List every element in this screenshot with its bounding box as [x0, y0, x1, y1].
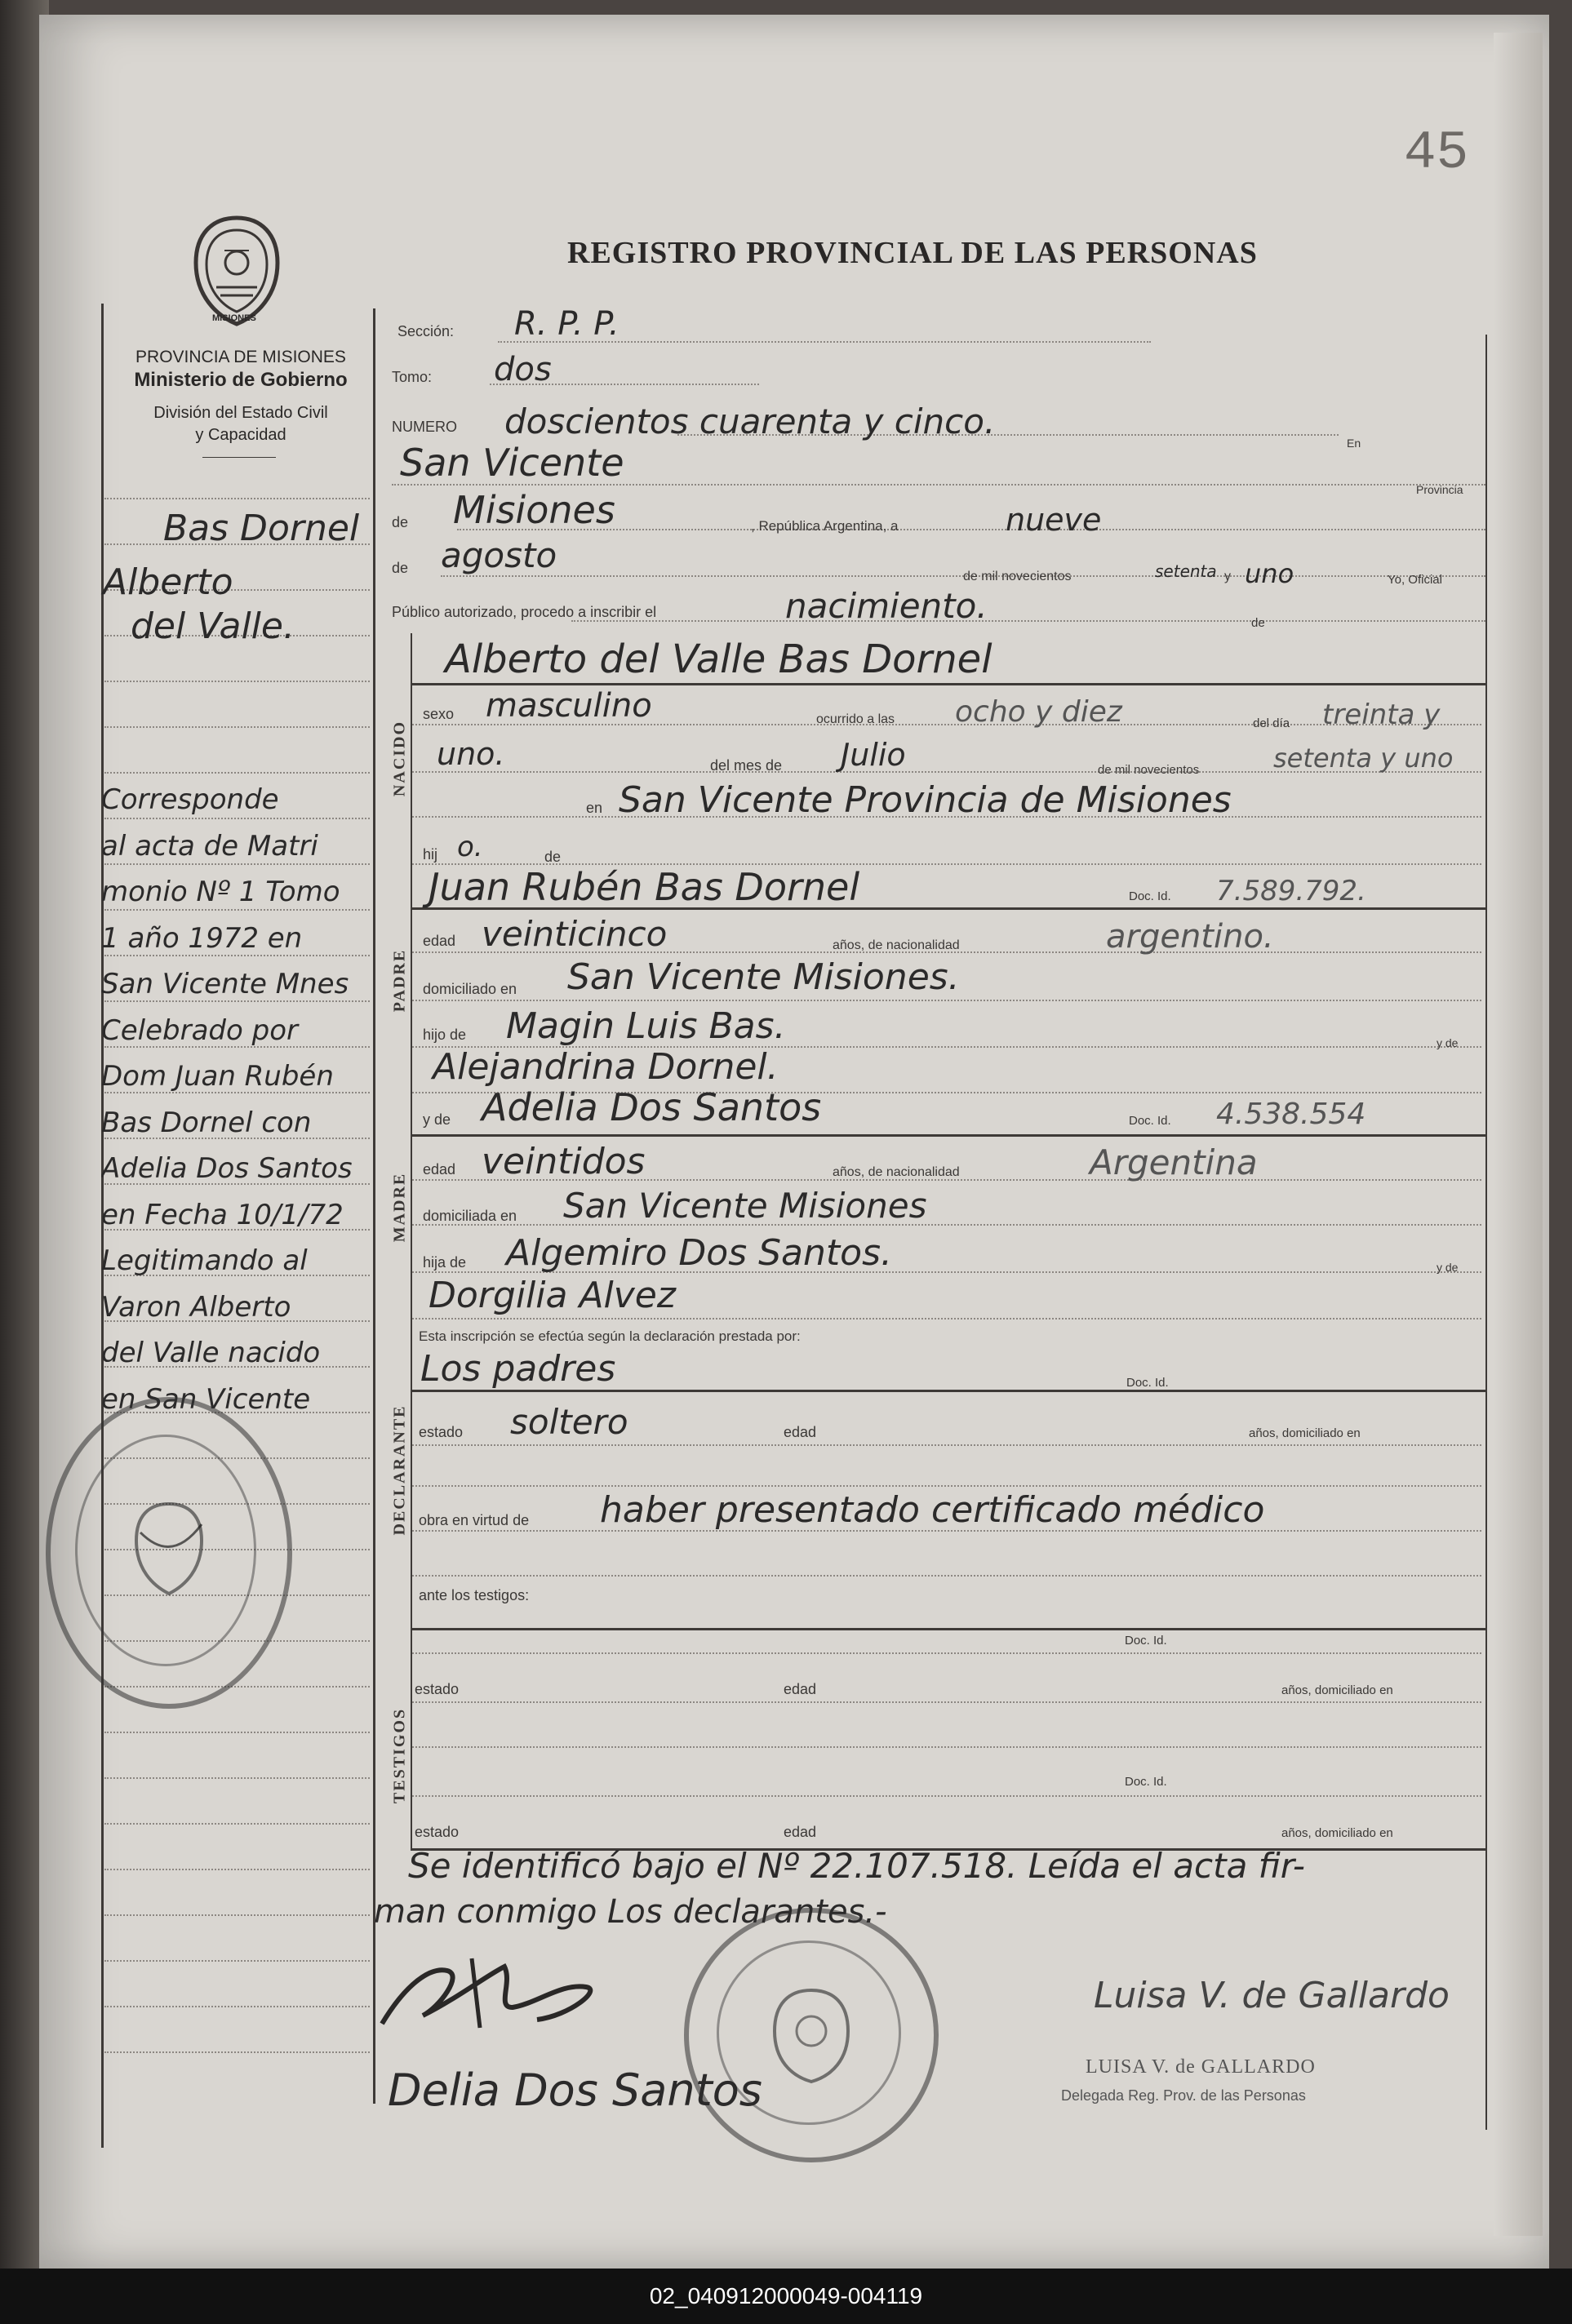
label-sexo: sexo: [423, 706, 455, 722]
label-en-2: en: [586, 800, 603, 816]
document-title: REGISTRO PROVINCIAL DE LAS PERSONAS: [567, 236, 1258, 270]
office-line-3: División del Estado Civil: [153, 404, 328, 422]
margin-rule: [104, 1000, 370, 1002]
label-de: de: [392, 514, 409, 530]
office-line-4: y Capacidad: [195, 426, 286, 444]
form-field-line: [412, 1444, 1481, 1446]
margin-annotation-line: Dom Juan Rubén: [101, 1060, 334, 1093]
margin-rule: [104, 909, 370, 911]
label-edad-testigo1: edad: [784, 1681, 817, 1697]
label-republica: , República Argentina, a: [751, 518, 899, 534]
label-y-de-madre: y de: [423, 1111, 451, 1128]
form-field-line: [412, 1795, 1481, 1797]
label-edad-testigo2: edad: [784, 1824, 817, 1840]
label-nac-madre: años, de nacionalidad: [833, 1165, 960, 1179]
margin-rule: [104, 1914, 370, 1916]
value-lugar-nac: San Vicente Provincia de Misiones: [619, 779, 1232, 821]
value-hora: ocho y diez: [955, 695, 1122, 729]
value-seccion: R. P. P.: [514, 305, 619, 343]
form-field-line: [412, 1485, 1481, 1487]
label-dom-madre: domiciliada en: [423, 1208, 517, 1224]
label-del-dia: del día: [1253, 716, 1290, 730]
value-madre-doc: 4.538.554: [1216, 1098, 1366, 1131]
value-nota: Se identificó bajo el Nº 22.107.518. Leída el acta fir-: [408, 1846, 1305, 1886]
margin-rule: [104, 818, 370, 819]
office-line-2: Ministerio de Gobierno: [134, 369, 348, 391]
stamp-emblem-icon: [770, 1986, 852, 2084]
value-madre-nac: Argentina: [1090, 1142, 1258, 1182]
value-dia: nueve: [1006, 502, 1102, 538]
label-hijo-de-padre: hijo de: [423, 1027, 467, 1043]
margin-annotation-line: Bas Dornel con: [101, 1106, 312, 1139]
label-hijo: hij: [423, 846, 438, 863]
registrar-name: LUISA V. de GALLARDO: [1086, 2056, 1316, 2078]
margin-rule: [104, 2051, 370, 2053]
margin-rule: [104, 1732, 370, 1733]
office-line-1: PROVINCIA DE MISIONES: [135, 348, 346, 366]
label-ocurrido: ocurrido a las: [816, 712, 895, 726]
value-anio-nac: setenta y uno: [1273, 743, 1454, 774]
value-madre-edad: veintidos: [482, 1141, 646, 1182]
value-lugar: San Vicente: [400, 441, 624, 485]
value-provincia: Misiones: [453, 488, 615, 532]
seal-label: MISIONES: [212, 313, 256, 323]
value-padre-doc: 7.589.792.: [1216, 875, 1366, 907]
value-padre-edad: veinticinco: [482, 914, 668, 954]
margin-rule: [104, 1869, 370, 1870]
label-testigos: ante los testigos:: [419, 1587, 530, 1603]
label-yde-madre: y de: [1437, 1261, 1459, 1274]
rule-madre-top: [411, 1134, 1485, 1137]
value-nota-2: man conmigo Los declarantes.-: [374, 1893, 887, 1931]
label-edad-declarante: edad: [784, 1424, 817, 1440]
label-yde-padre: y de: [1437, 1036, 1459, 1049]
label-doc-madre: Doc. Id.: [1129, 1114, 1171, 1128]
file-id: 02_040912000049-004119: [0, 2269, 1572, 2324]
value-mes: agosto: [441, 535, 557, 575]
value-acto: nacimiento.: [785, 586, 988, 626]
signature-father-icon: [374, 1950, 619, 2040]
registry-stamp-center: [684, 1908, 939, 2162]
label-de-2: de: [392, 560, 409, 576]
provincial-seal: [184, 214, 290, 328]
label-anios-testigo2: años, domiciliado en: [1281, 1826, 1393, 1840]
margin-rule: [104, 726, 370, 728]
label-de-mil-2: de mil novecientos: [1098, 763, 1200, 777]
margin-rule: [104, 955, 370, 956]
value-madre-hija-de-2: Dorgilia Alvez: [429, 1275, 676, 1316]
margin-rule: [104, 1823, 370, 1825]
margin-name-3: del Valle.: [131, 605, 295, 647]
form-field-line: [571, 620, 1485, 622]
value-dia-nac-a: treinta y: [1322, 699, 1441, 731]
label-nac-padre: años, de nacionalidad: [833, 938, 960, 952]
margin-rule: [104, 681, 370, 682]
value-sexo: masculino: [486, 687, 652, 725]
label-tomo: Tomo:: [392, 369, 433, 385]
margin-annotation-line: en San Vicente: [101, 1382, 311, 1416]
label-en: En: [1347, 437, 1361, 450]
label-doc-testigo2: Doc. Id.: [1125, 1775, 1167, 1789]
form-field-line: [412, 1000, 1481, 1001]
margin-annotation-line: al acta de Matri: [101, 829, 318, 863]
section-label-padre: PADRE: [390, 948, 409, 1013]
label-edad-padre: edad: [423, 933, 456, 949]
margin-rule: [104, 1777, 370, 1779]
margin-rule: [104, 2006, 370, 2007]
label-edad-madre: edad: [423, 1161, 456, 1178]
value-madre-nombre: Adelia Dos Santos: [482, 1085, 822, 1129]
label-hija-de-madre: hija de: [423, 1254, 467, 1271]
value-declarante: Los padres: [420, 1348, 616, 1390]
margin-name-1: Bas Dornel: [163, 508, 360, 549]
label-oficial: Yo, Oficial: [1388, 573, 1442, 587]
label-obra: obra en virtud de: [419, 1512, 530, 1528]
value-dia-nac-b: uno.: [437, 736, 505, 772]
margin-annotation-line: monio Nº 1 Tomo: [101, 876, 340, 908]
form-field-line: [412, 1575, 1481, 1577]
page-number: 45: [1404, 122, 1469, 184]
value-madre-dom: San Vicente Misiones: [563, 1186, 927, 1226]
signature-mother: Delia Dos Santos: [388, 2065, 762, 2116]
margin-annotation-line: Corresponde: [101, 783, 279, 816]
value-tomo: dos: [494, 351, 552, 388]
value-anio-b: uno: [1245, 558, 1294, 589]
label-estado-testigo2: estado: [415, 1824, 460, 1840]
seal-icon: [184, 214, 290, 328]
office-divider: [202, 457, 276, 458]
value-nombre: Alberto del Valle Bas Dornel: [445, 636, 992, 682]
label-publico: Público autorizado, procedo a inscribir el: [392, 604, 657, 620]
form-field-line: [412, 1652, 1481, 1654]
value-padre-hijo-de-2: Alejandrina Dornel.: [433, 1046, 779, 1088]
value-anio-a: setenta: [1155, 561, 1217, 581]
value-padre-dom: San Vicente Misiones.: [567, 956, 960, 998]
signature-registrar: Luisa V. de Gallardo: [1094, 1975, 1450, 2016]
value-padre-nac: argentino.: [1106, 918, 1274, 956]
label-dom-padre: domiciliado en: [423, 981, 517, 997]
label-de-mil: de mil novecientos: [963, 570, 1072, 583]
margin-annotation-line: Legitimando al: [101, 1244, 308, 1277]
margin-annotation-line: Celebrado por: [101, 1013, 298, 1047]
margin-name-2: Alberto: [103, 561, 233, 603]
label-del-mes: del mes de: [710, 757, 783, 774]
value-padre-nombre: Juan Rubén Bas Dornel: [429, 865, 860, 909]
value-madre-hija-de: Algemiro Dos Santos.: [506, 1232, 892, 1274]
registrar-title: Delegada Reg. Prov. de las Personas: [1061, 2087, 1306, 2104]
margin-rule: [104, 863, 370, 865]
margin-annotation-line: en Fecha 10/1/72: [101, 1198, 344, 1231]
label-anios-declarante: años, domiciliado en: [1249, 1426, 1361, 1440]
form-field-line: [412, 1318, 1481, 1319]
section-label-madre: MADRE: [390, 1172, 409, 1243]
label-seccion: Sección:: [397, 323, 455, 339]
registry-stamp-left: [46, 1397, 292, 1709]
value-numero: doscientos cuarenta y cinco.: [504, 401, 996, 441]
margin-annotation-line: Varon Alberto: [101, 1290, 291, 1324]
value-obra: haber presentado certificado médico: [600, 1489, 1265, 1531]
page-edge: [1494, 33, 1543, 2236]
rule-nacido-top: [411, 683, 1485, 685]
margin-rule: [104, 1960, 370, 1962]
margin-annotation-line: del Valle nacido: [101, 1337, 321, 1369]
label-anios-testigo1: años, domiciliado en: [1281, 1683, 1393, 1697]
form-field-line: [412, 1746, 1481, 1748]
form-field-line: [412, 1701, 1481, 1703]
value-declarante-estado: soltero: [510, 1402, 628, 1442]
stamp-emblem-icon: [132, 1500, 206, 1598]
label-doc-declarante: Doc. Id.: [1126, 1376, 1169, 1390]
section-label-testigos: TESTIGOS: [390, 1707, 409, 1804]
label-estado-declarante: estado: [419, 1424, 464, 1440]
rule-testigos-top: [411, 1628, 1485, 1630]
label-de-3: de: [1251, 616, 1265, 630]
label-numero: NUMERO: [392, 419, 457, 435]
rule-declarante-top: [411, 1390, 1485, 1392]
value-mes-nac: Julio: [841, 737, 906, 773]
label-de-4: de: [544, 849, 562, 865]
label-provincia: Provincia: [1416, 483, 1463, 496]
value-padre-hijo-de: Magin Luis Bas.: [506, 1005, 786, 1047]
section-label-declarante: DECLARANTE: [390, 1404, 409, 1536]
margin-annotation-line: Adelia Dos Santos: [101, 1152, 353, 1185]
margin-rule: [104, 498, 370, 499]
value-hijo-suffix: o.: [457, 831, 483, 863]
margin-annotation-line: San Vicente Mnes: [101, 968, 349, 1000]
form-right-border: [1485, 335, 1487, 2130]
label-doc-testigo1: Doc. Id.: [1125, 1634, 1167, 1648]
label-doc-padre: Doc. Id.: [1129, 889, 1171, 903]
margin-rule: [104, 772, 370, 774]
section-label-nacido: NACIDO: [390, 720, 409, 797]
margin-annotation-line: 1 año 1972 en: [101, 921, 303, 955]
label-estado-testigo1: estado: [415, 1681, 460, 1697]
label-inscripcion: Esta inscripción se efectúa según la declaración prestada por:: [419, 1328, 801, 1344]
label-y: y: [1224, 570, 1231, 583]
